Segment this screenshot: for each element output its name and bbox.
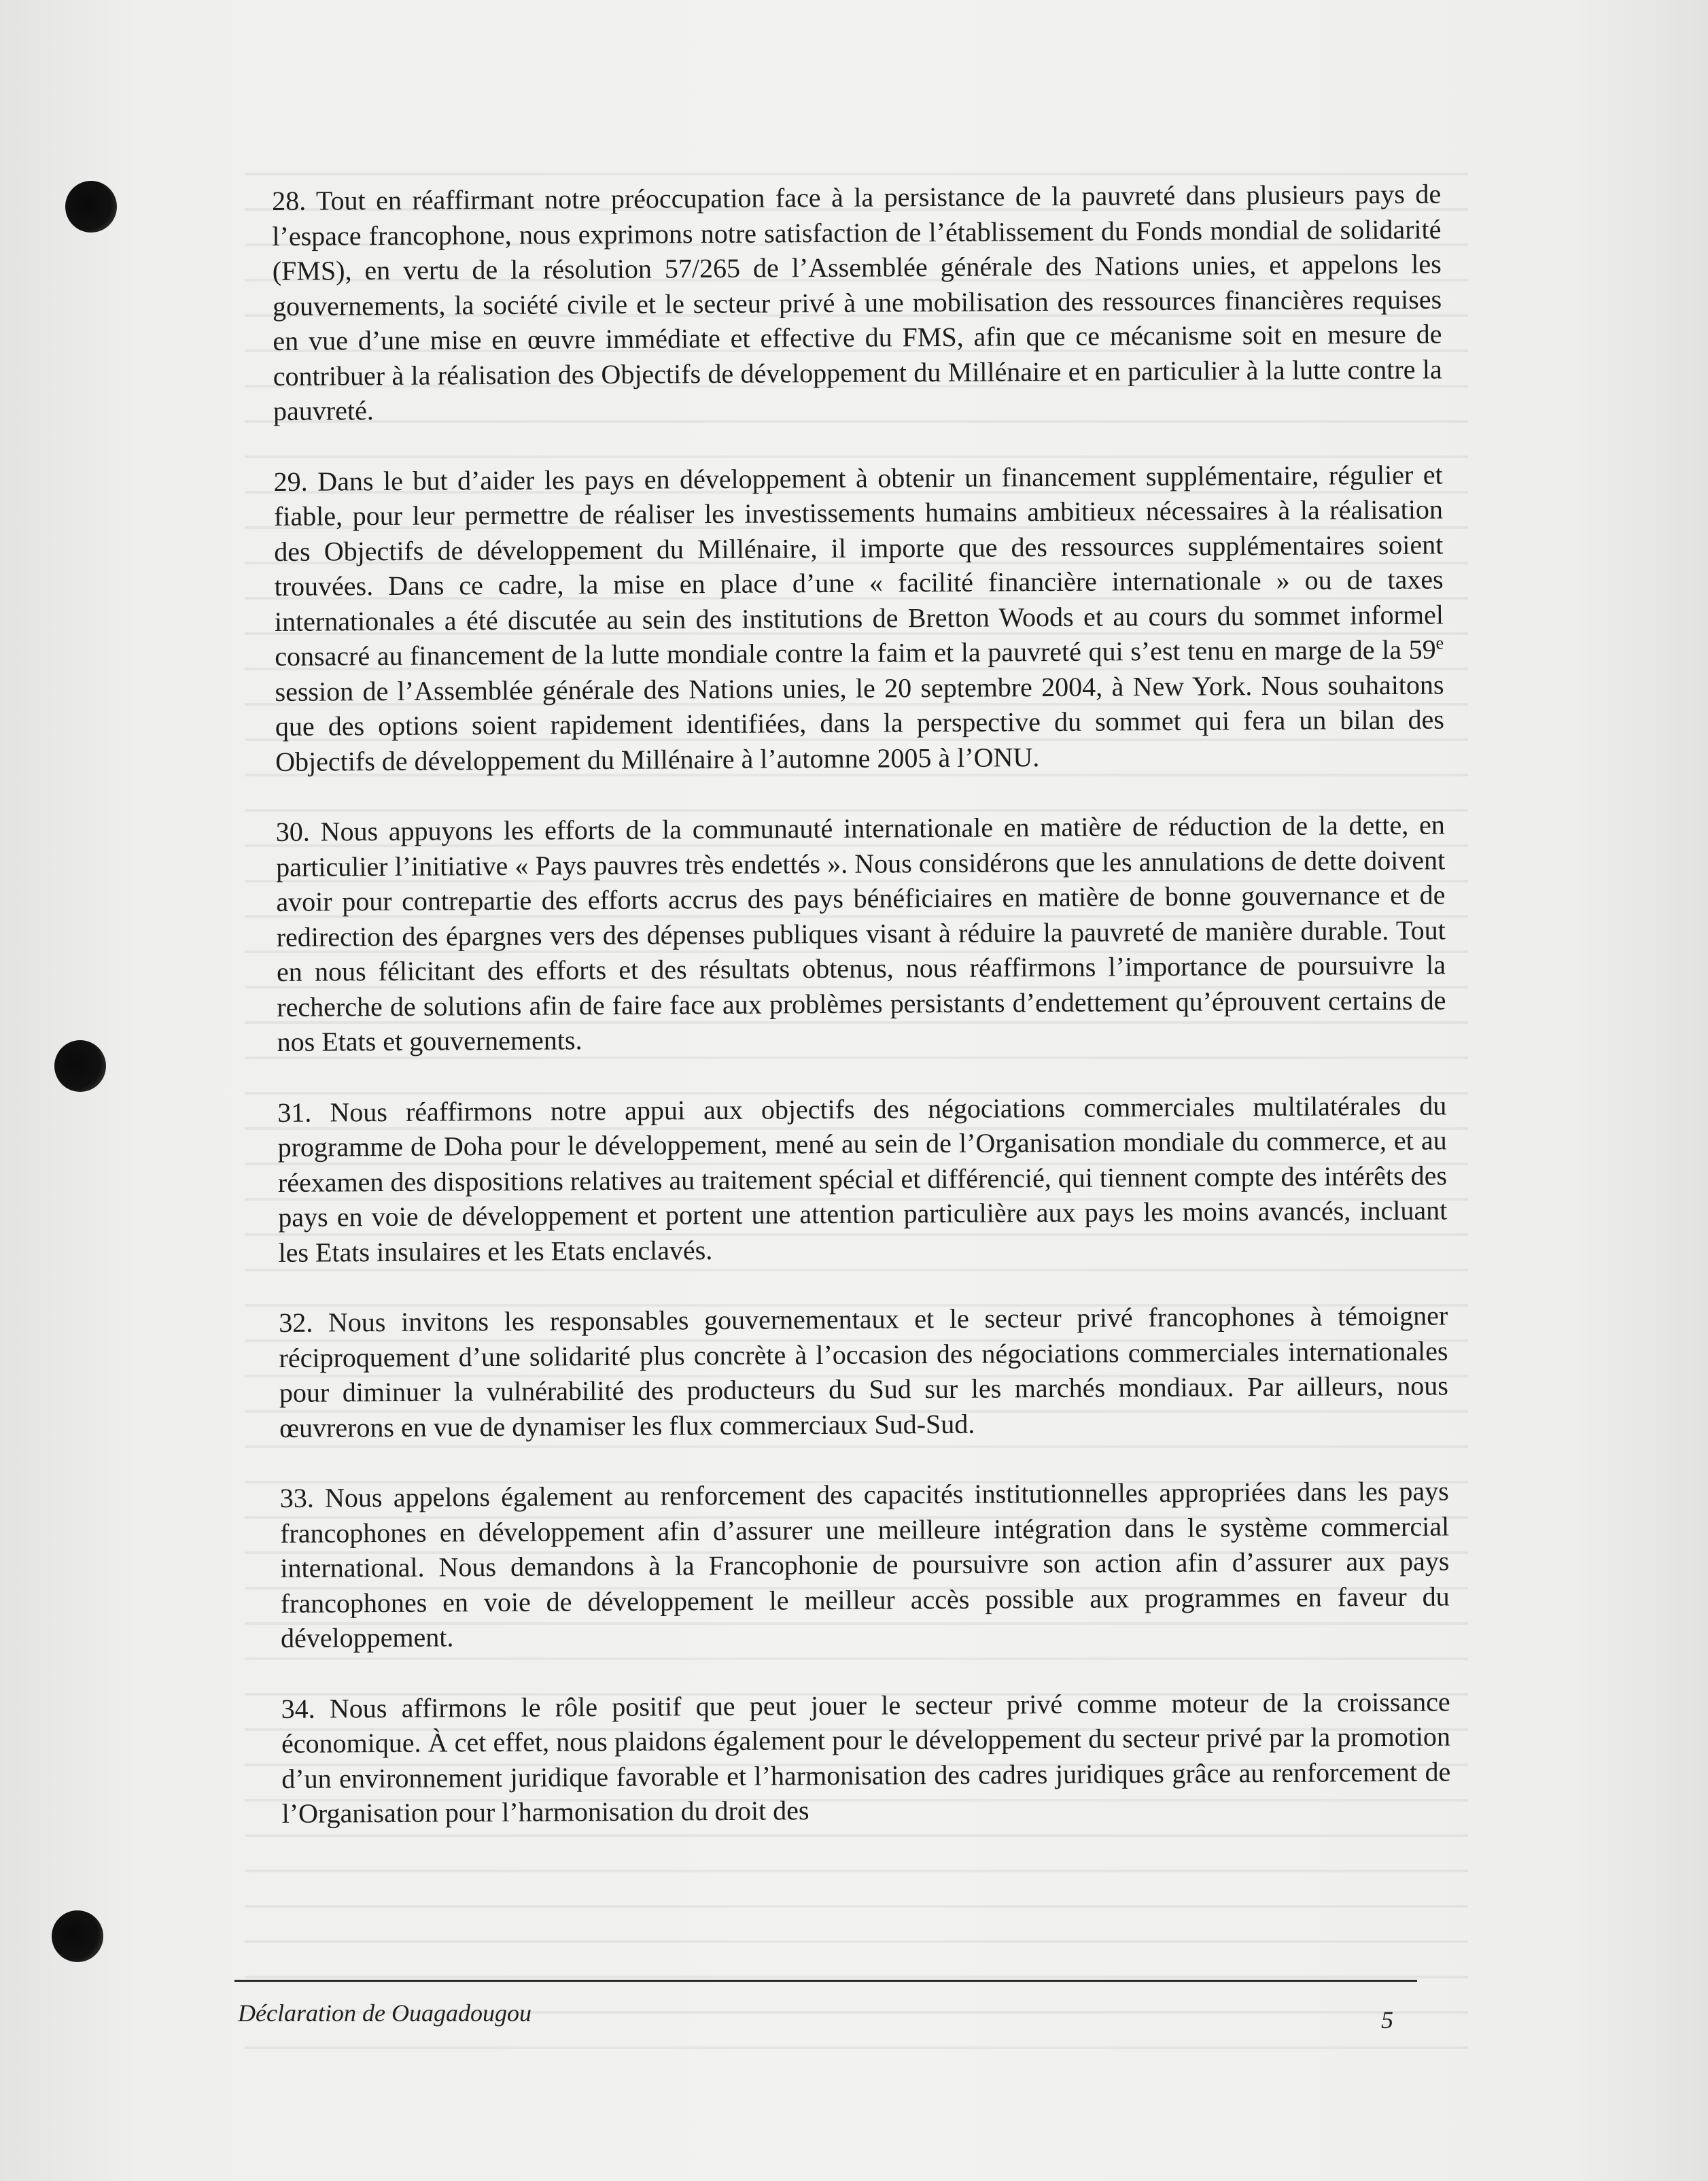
punch-hole (65, 181, 117, 233)
page-number: 5 (1381, 2006, 1393, 2033)
paragraph-32: 32. Nous invitons les responsables gouvernementaux et le secteur privé francophones à témoigner réciproquement d’une solidarité plus concrète à l’occasion des négociations commerciales internationales pour diminuer la vulnérabilité des producteurs du Sud sur les marchés mondiaux. Par ailleurs, nous œuvrerons en vue de dynamiser les flux commerciaux Sud-Sud. (279, 1300, 1448, 1443)
paragraph-34: 34. Nous affirmons le rôle positif que peut jouer le secteur privé comme moteur de la croissance économique. À cet effet, nous plaidons également pour le développement du secteur privé par la promotion d’un environnement juridique favorable et l’harmonisation des cadres juridiques grâce au renforcement de l’Organisation pour l’harmonisation du droit des (281, 1685, 1451, 1829)
footer-rule (234, 1980, 1417, 1982)
ordinal-superscript: e (1435, 633, 1444, 653)
paragraph-28: 28. Tout en réaffirmant notre préoccupation face à la persistance de la pauvreté dans plusieurs pays de l’espace francophone, nous exprimons notre satisfaction de l’établissement du Fonds mondial de solidarité (FMS), en vertu de la résolution 57/265 de l’Assemblée générale des Nations unies, et appelons les gouvernements, la société civile et le secteur privé à une mobilisation des ressources financières requises en vue d’une mise en œuvre immédiate et effective du FMS, afin que ce mécanisme soit en mesure de contribuer à la réalisation des Objectifs de développement du Millénaire et en particulier à la lutte contre la pauvreté. (272, 178, 1442, 426)
paragraph-31: 31. Nous réaffirmons notre appui aux objectifs des négociations commerciales multilatérales du programme de Doha pour le développement, mené au sein de l’Organisation mondiale du commerce, et au réexamen des dispositions relatives au traitement spécial et différencié, qui tiennent compte des intérêts des pays en voie de développement et portent une attention particulière aux pays les moins avancés, incluant les Etats insulaires et les Etats enclavés. (277, 1089, 1448, 1268)
paragraph-29: 29. Dans le but d’aider les pays en développement à obtenir un financement supplémentaire, régulier et fiable, pour leur permettre de réaliser les investissements humains ambitieux nécessaires à la réalisation des Objectifs de développement du Millénaire, il importe que des ressources supplémentaires soient trouvées. Dans ce cadre, la mise en place d’une « facilité financière internationale » ou de taxes internationales a été discutée au sein des institutions de Bretton Woods et au cours du sommet informel consacré au financement de la lutte mondiale contre la faim et la pauvreté qui s’est tenu en marge de la 59e session de l’Assemblée générale des Nations unies, le 20 septembre 2004, à New York. Nous souhaitons que des options soient rapidement identifiées, dans la perspective du sommet qui fera un bilan des Objectifs de développement du Millénaire à l’automne 2005 à l’ONU. (273, 458, 1444, 777)
footer-title: Déclaration de Ouagadougou (238, 1999, 531, 2027)
paragraph-33: 33. Nous appelons également au renforcement des capacités institutionnelles appropriées dans les pays francophones en développement afin d’assurer une meilleure intégration dans le système commercial international. Nous demandons à la Francophonie de poursuivre son action afin d’assurer aux pays francophones en voie de développement le meilleur accès possible aux programmes en faveur du développement. (279, 1475, 1450, 1653)
body-text (272, 176, 1451, 1831)
punch-hole (54, 1040, 106, 1092)
paragraph-30: 30. Nous appuyons les efforts de la communauté internationale en matière de réduction de la dette, en particulier l’initiative « Pays pauvres très endettés ». Nous considérons que les annulations de dette doivent avoir pour contrepartie des efforts accrus des pays bénéficiaires en matière de bonne gouvernance et de redirection des épargnes vers des dépenses publiques visant à réduire la pauvreté de manière durable. Tout en nous félicitant des efforts et des résultats obtenus, nous réaffirmons l’importance de poursuivre la recherche de solutions afin de faire face aux problèmes persistants d’endettement qu’éprouvent certains de nos Etats et gouvernements. (275, 809, 1446, 1057)
punch-hole (52, 1910, 103, 1962)
